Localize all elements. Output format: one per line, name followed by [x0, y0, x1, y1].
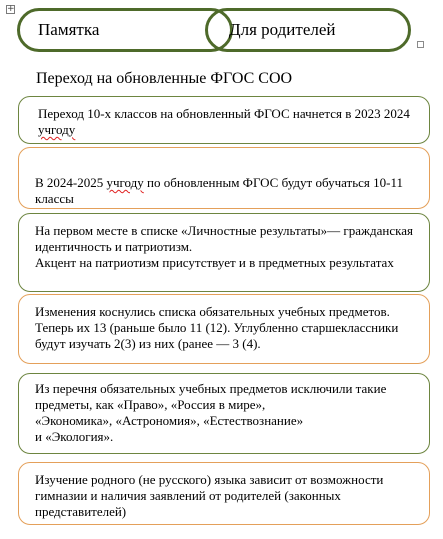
card-text: В 2024-2025: [35, 175, 107, 190]
card-text: На первом месте в списке «Личностные результаты»— гражданская идентичность и патриотизм.: [35, 223, 413, 254]
card-text: Из перечня обязательных учебных предметов исключили такие предметы, как «Право», «Россия в мире»,: [35, 381, 387, 412]
info-card-excluded-subjects: [18, 373, 430, 454]
document-title: Переход на обновленные ФГОС СОО: [36, 70, 293, 87]
header-tab-parents: [205, 8, 411, 52]
header-tab-memo-label: Памятка: [38, 20, 100, 39]
card-text: Изучение родного (не русского) языка зависит от возможности гимназии и наличия заявлений от родителей (законных представителей): [35, 472, 384, 519]
info-card-transition-10: [18, 96, 430, 144]
info-card-transition-10-11: В 2024-2025 учгоду по обновленным ФГОС будут обучаться 10-11 классы: [18, 147, 430, 209]
table-resize-handle[interactable]: [417, 41, 424, 48]
spellcheck-word[interactable]: учгоду: [106, 175, 144, 190]
info-card-subjects-list: [18, 294, 430, 364]
info-card-personal-results: [18, 213, 430, 292]
info-card-native-language: [18, 462, 430, 525]
card-text: и «Экология».: [35, 429, 114, 444]
card-text: «Экономика», «Астрономия», «Естествознание»: [35, 413, 304, 428]
card-text: Переход 10-х классов на обновленный ФГОС начнется в 2023 2024: [38, 106, 410, 121]
card-text: Изменения коснулись списка обязательных учебных предметов. Теперь их 13 (раньше было 11 (12). Углубленно старшеклассники будут изучать 2(3) из них (ранее — 3 (4).: [35, 304, 399, 351]
table-move-handle[interactable]: +: [7, 4, 15, 14]
header-tab-memo: [17, 8, 233, 52]
header-tab-parents-label: Для родителей: [229, 20, 336, 39]
card-text: Акцент на патриотизм присутствует и в предметных результатах: [35, 255, 394, 270]
spellcheck-word[interactable]: учгоду: [38, 122, 76, 137]
